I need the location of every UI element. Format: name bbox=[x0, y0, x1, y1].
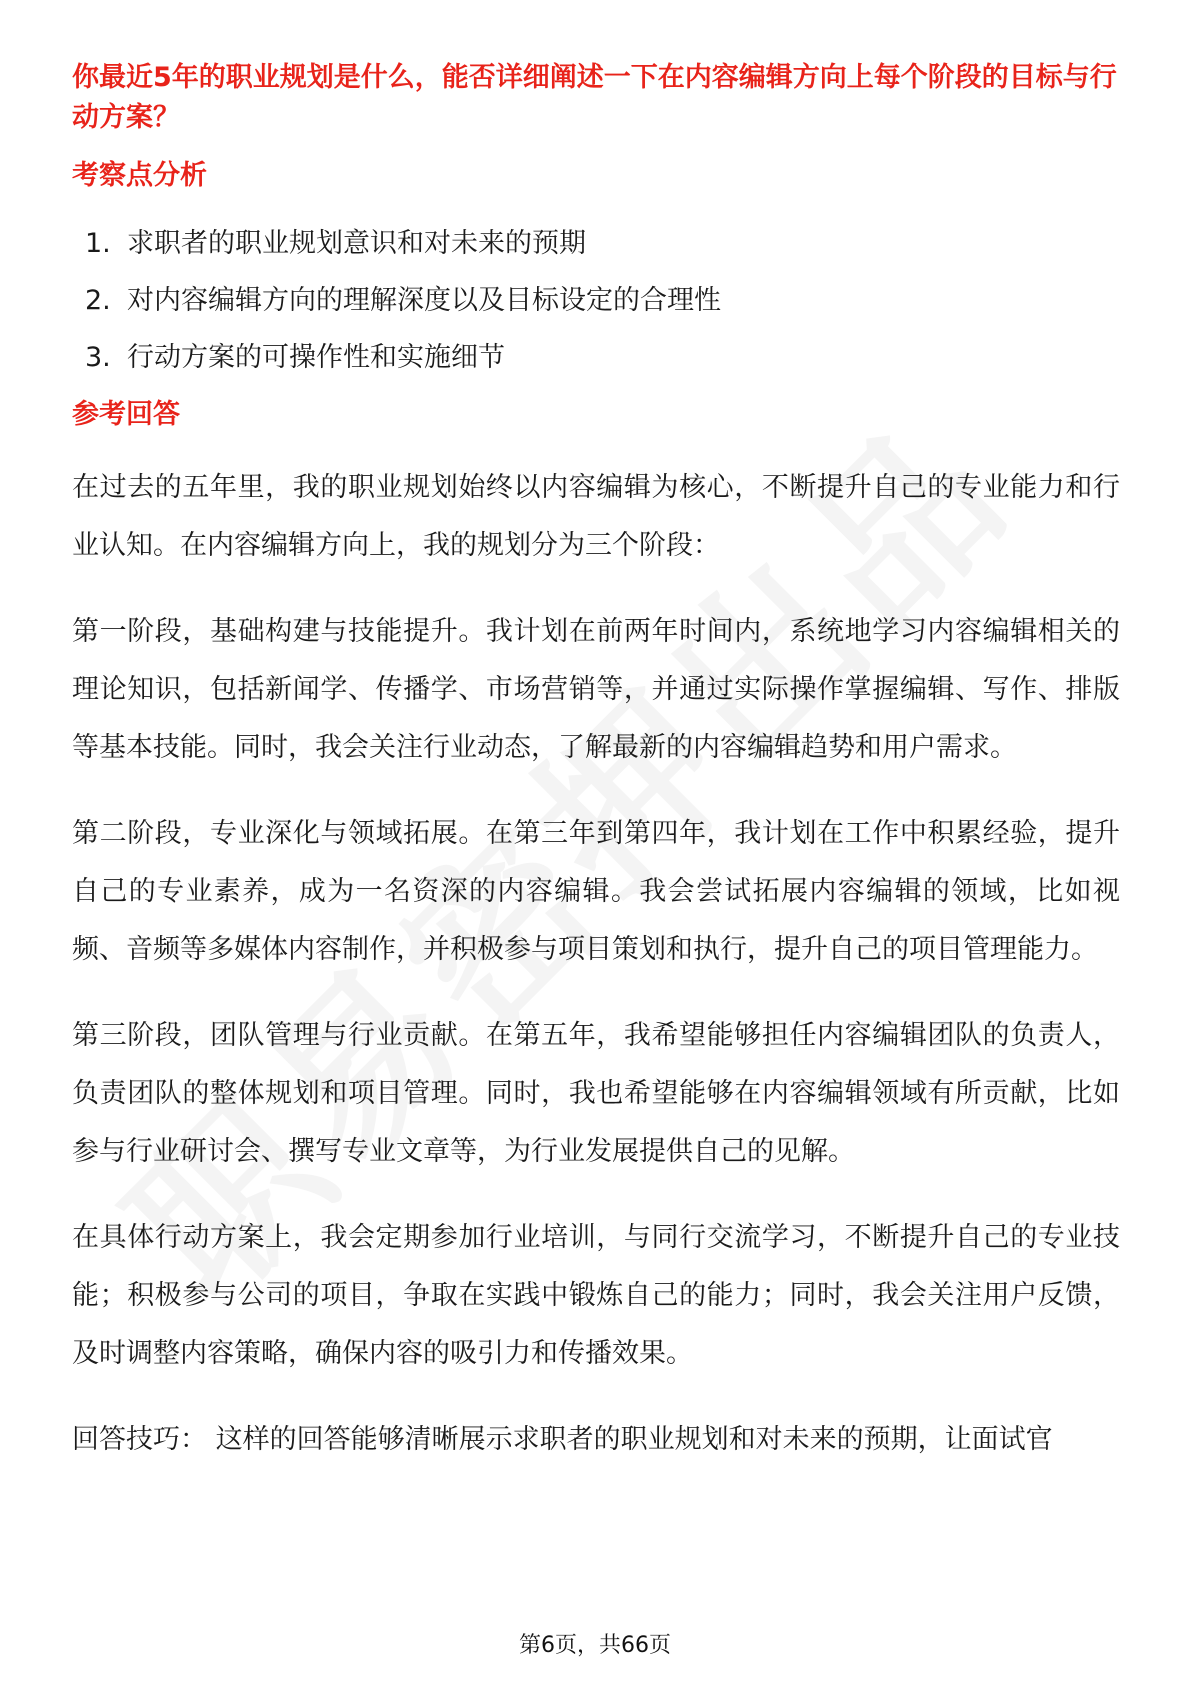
analysis-heading: 考察点分析 bbox=[72, 160, 207, 191]
list-item bbox=[72, 224, 1120, 264]
answer-paragraph-intro: 在过去的五年里，我的职业规划始终以内容编辑为核心，不断提升自己的专业能力和行业认知。在内容编辑方向上，我的规划分为三个阶段： bbox=[72, 472, 1120, 561]
answer-paragraph-stage-1: 第一阶段，基础构建与技能提升。我计划在前两年时间内，系统地学习内容编辑相关的理论知识，包括新闻学、传播学、市场营销等，并通过实际操作掌握编辑、写作、排版等基本技能。同时，我会关注行业动态，了解最新的内容编辑趋势和用户需求。 bbox=[72, 616, 1120, 763]
answer-paragraph-stage-2: 第二阶段，专业深化与领域拓展。在第三年到第四年，我计划在工作中积累经验，提升自己的专业素养，成为一名资深的内容编辑。我会尝试拓展内容编辑的领域，比如视频、音频等多媒体内容制作，并积极参与项目策划和执行，提升自己的项目管理能力。 bbox=[72, 818, 1120, 965]
question-title: 你最近5年的职业规划是什么，能否详细阐述一下在内容编辑方向上每个阶段的目标与行动方案？ bbox=[72, 62, 1117, 133]
list-item bbox=[72, 338, 1120, 378]
list-item-number: 3. bbox=[85, 342, 111, 373]
answer-paragraph-action-plan: 在具体行动方案上，我会定期参加行业培训，与同行交流学习，不断提升自己的专业技能；积极参与公司的项目，争取在实践中锻炼自己的能力；同时，我会关注用户反馈，及时调整内容策略，确保内容的吸引力和传播效果。 bbox=[72, 1222, 1120, 1369]
analysis-points-list bbox=[72, 224, 1120, 378]
answer-paragraph-stage-3: 第三阶段，团队管理与行业贡献。在第五年，我希望能够担任内容编辑团队的负责人，负责团队的整体规划和项目管理。同时，我也希望能够在内容编辑领域有所贡献，比如参与行业研讨会、撰写专业文章等，为行业发展提供自己的见解。 bbox=[72, 1020, 1120, 1167]
page-number-footer: 第6页，共66页 bbox=[519, 1633, 671, 1658]
list-item-text: 求职者的职业规划意识和对未来的预期 bbox=[127, 228, 586, 259]
answer-heading: 参考回答 bbox=[72, 399, 180, 430]
list-item-text: 对内容编辑方向的理解深度以及目标设定的合理性 bbox=[127, 285, 721, 316]
answer-body bbox=[72, 459, 1120, 1469]
list-item-text: 行动方案的可操作性和实施细节 bbox=[127, 342, 505, 373]
answer-paragraph-tips: 回答技巧： 这样的回答能够清晰展示求职者的职业规划和对未来的预期，让面试官 bbox=[72, 1424, 1053, 1455]
list-item bbox=[72, 281, 1120, 321]
list-item-number: 2. bbox=[85, 285, 111, 316]
document-page bbox=[72, 58, 1120, 1497]
list-item-number: 1. bbox=[85, 228, 111, 259]
